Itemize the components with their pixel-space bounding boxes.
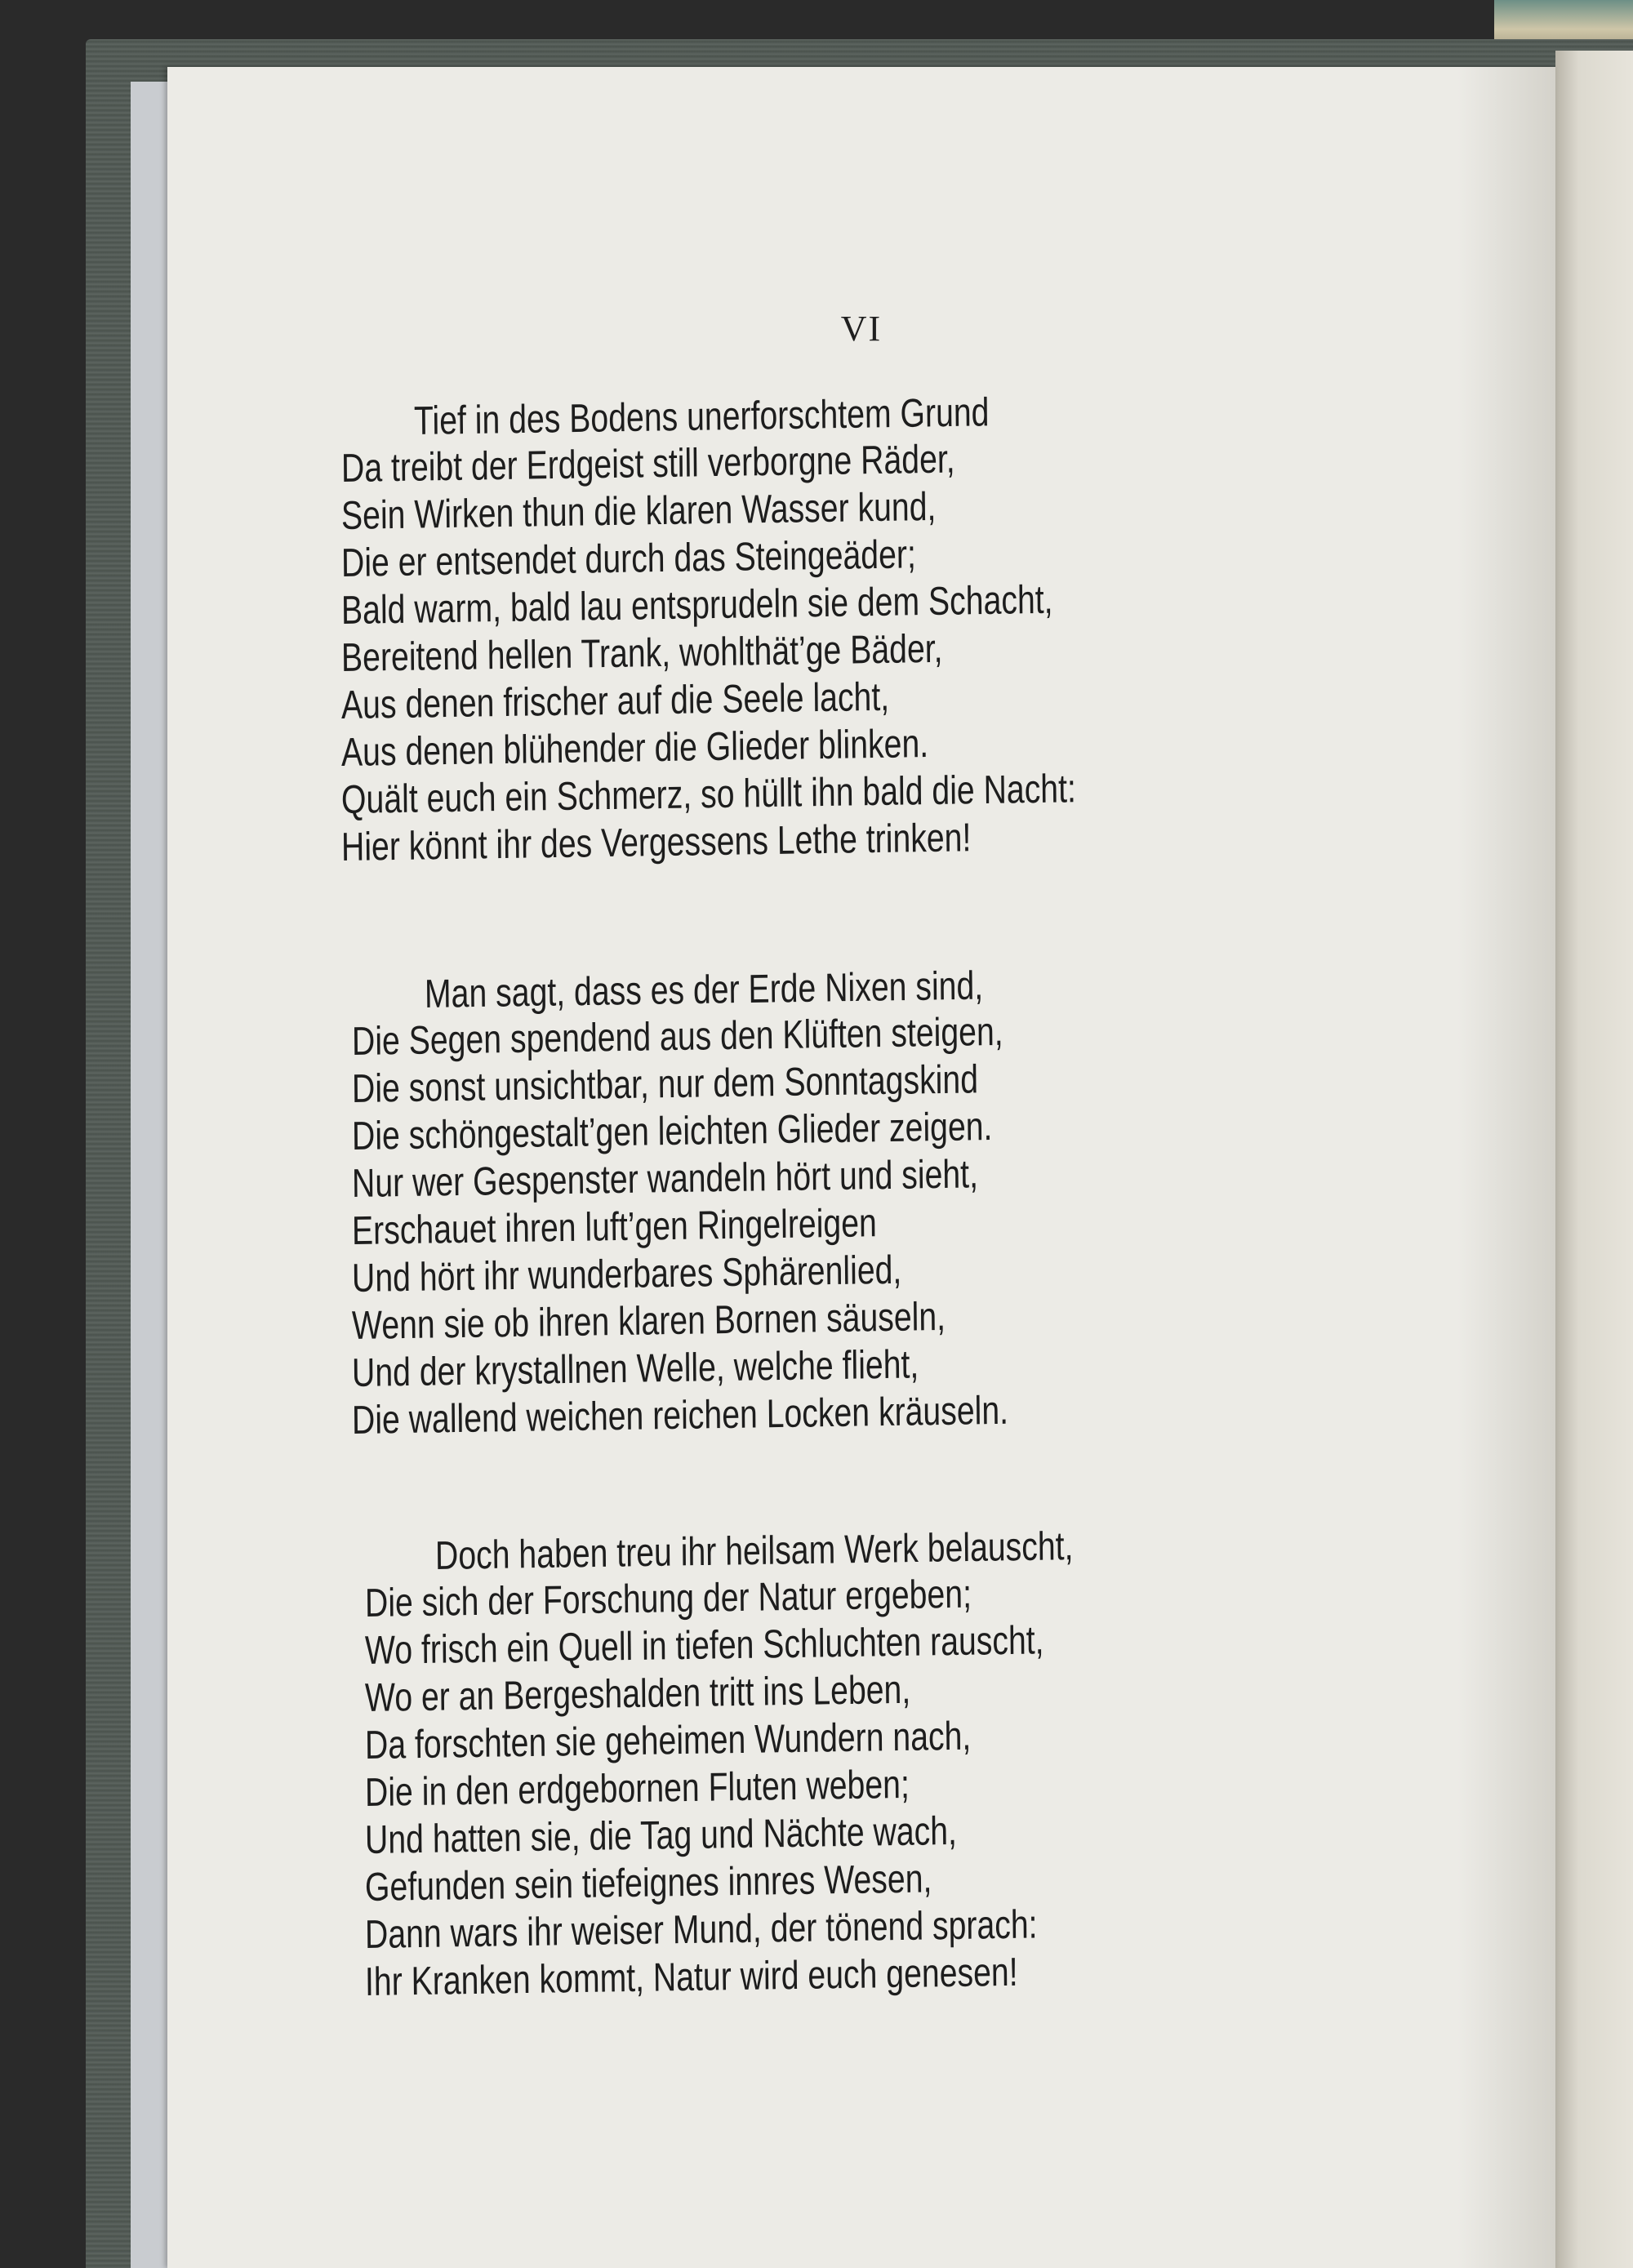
verse-line: Aus denen frischer auf die Seele lacht, [340, 674, 890, 727]
verse-line: Die wallend weichen reichen Locken kräuseln. [351, 1388, 1009, 1443]
verse-line: Die in den erdgebornen Fluten weben; [364, 1762, 910, 1815]
verse-line: Die sich der Forschung der Natur ergeben; [364, 1572, 972, 1625]
verse-line: Und hört ihr wunderbares Sphärenlied, [351, 1247, 902, 1301]
verse-line: Da treibt der Erdgeist still verborgne Räder, [340, 437, 955, 491]
verse-line: Die schöngestalt’gen leichten Glieder zeigen. [351, 1105, 993, 1158]
verse-line: Da forschten sie geheimen Wundern nach, [364, 1714, 972, 1768]
verse-line: Bald warm, bald lau entsprudeln sie dem Schacht, [340, 577, 1053, 633]
verse-line: Und der krystallnen Welle, welche flieht, [351, 1342, 919, 1395]
verse-line: Wo frisch ein Quell in tiefen Schluchten rauscht, [364, 1618, 1044, 1673]
book-page [167, 67, 1555, 2268]
verse-line: Die sonst unsichtbar, nur dem Sonntagskind [351, 1057, 979, 1111]
verse-line: Die er entsendet durch das Steingeäder; [340, 532, 917, 585]
verse-line: Doch haben treu ihr heilsam Werk belauscht, [434, 1524, 1074, 1578]
verse-line: Sein Wirken thun die klaren Wasser kund, [340, 484, 937, 538]
verse-line: Und hatten sie, die Tag und Nächte wach, [364, 1808, 958, 1862]
verse-line: Hier könnt ihr des Vergessens Lethe trinken! [340, 816, 972, 869]
verse-line: Man sagt, dass es der Erde Nixen sind, [424, 963, 984, 1016]
verse-line: Bereitend hellen Trank, wohlthät’ge Bäder, [340, 626, 943, 680]
page-number: VI [840, 309, 883, 349]
verse-line: Gefunden sein tiefeignes innres Wesen, [364, 1857, 932, 1910]
verse-line: Wo er an Bergeshalden tritt ins Leben, [364, 1667, 911, 1720]
verse-line: Nur wer Gespenster wandeln hört und sieht, [351, 1152, 979, 1206]
verse-line: Tief in des Bodens unerforschtem Grund [413, 390, 990, 443]
verse-line: Quält euch ein Schmerz, so hüllt ihn bald die Nacht: [340, 767, 1077, 822]
page-gutter-shade [1457, 67, 1555, 2268]
facing-page-edge [1555, 51, 1633, 2268]
verse-line: Erschauet ihren luft’gen Ringelreigen [351, 1201, 878, 1253]
verse-line: Ihr Kranken kommt, Natur wird euch genesen! [364, 1950, 1018, 2004]
verse-line: Wenn sie ob ihren klaren Bornen säuseln, [351, 1294, 946, 1348]
verse-line: Die Segen spendend aus den Klüften steigen, [351, 1009, 1003, 1064]
verse-line: Dann wars ihr weiser Mund, der tönend sprach: [364, 1902, 1038, 1957]
verse-line: Aus denen blühender die Glieder blinken. [340, 722, 929, 775]
